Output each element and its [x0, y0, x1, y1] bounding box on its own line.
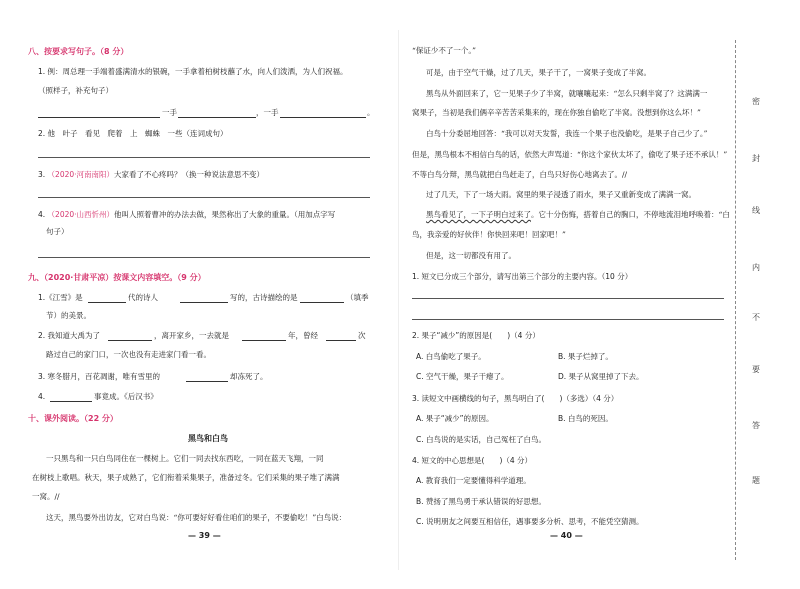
seal-char-5: 不 [752, 313, 760, 322]
q4-answer-line[interactable] [38, 257, 370, 258]
q1-blank-3[interactable] [280, 117, 366, 118]
f1-c: 写的，古诗描绘的是 [230, 293, 298, 302]
f1-d: （填季 [346, 293, 369, 302]
rq4-prompt: 4. 短文的中心思想是( )（4 分） [412, 456, 533, 465]
seal-char-7: 答 [752, 421, 760, 430]
story-cont-11: 但是，这一切都没有用了。 [426, 251, 516, 260]
f2-blank-1[interactable] [108, 340, 152, 341]
rq4-option-b[interactable]: B. 赞扬了黑鸟勇于承认错误的好思想。 [416, 497, 546, 506]
q4-text-a: 他叫人照着曹冲的办法去做， [114, 210, 212, 219]
f2-d: 次 [358, 331, 366, 340]
rq2-option-b[interactable]: B. 果子烂掉了。 [558, 352, 613, 361]
f1-blank-3[interactable] [300, 302, 344, 303]
page-number-right: — 40 — [550, 531, 583, 540]
f3-b: 却冻死了。 [230, 372, 268, 381]
f1-a: 1.《江雪》是 [38, 293, 83, 302]
story-cont-6: 但是，黑鸟根本不相信白鸟的话，依然大声骂道：“你这个家伙太坏了，偷吃了果子还不承认！” [412, 150, 728, 159]
page-divider [398, 30, 399, 570]
q4-prompt: 4. （2020·山西忻州）他叫人照着曹冲的办法去做，果然称出了大象的重量。（用加点字写 [38, 210, 336, 219]
rq3-prompt: 3. 读短文中画横线的句子，黑鸟明白了( )（多选）（4 分） [412, 394, 619, 403]
page-number-left: — 39 — [188, 531, 221, 540]
f3-blank[interactable] [186, 381, 228, 382]
f2-blank-3[interactable] [326, 340, 356, 341]
q1-blank-2[interactable] [178, 117, 256, 118]
rq2-option-d[interactable]: D. 果子从窝里掉了下去。 [558, 372, 644, 381]
f2-b: ，离开家乡，一去就是 [154, 331, 229, 340]
story-cont-5: 白鸟十分委屈地回答：“我可以对天发誓，我连一个果子也没偷吃，是果子自己少了。” [426, 129, 708, 138]
rq3-option-b[interactable]: B. 白鸟的死因。 [558, 414, 613, 423]
seal-char-6: 要 [752, 365, 760, 374]
q4-dotted-word: 果然称出了大象的重量 [211, 210, 287, 219]
q4-text-d: 句子） [46, 227, 69, 236]
q1-blank-1[interactable] [38, 117, 160, 118]
seal-char-3: 线 [752, 206, 760, 215]
story-line-2: 在树枝上歌唱。秋天，果子成熟了，它们衔着采集果子，准备过冬。它们采集的果子堆了满满 [32, 473, 340, 482]
rq1-answer-line-2[interactable] [412, 319, 724, 320]
rq2-option-a[interactable]: A. 白鸟偷吃了果子。 [416, 352, 486, 361]
section-10-title: 十、课外阅读。（22 分） [28, 414, 118, 423]
rq3-option-a[interactable]: A. 果子“减少”的原因。 [416, 414, 494, 423]
section-9-title [28, 272, 206, 283]
q3-answer-line[interactable] [38, 197, 370, 198]
rq2-option-c[interactable]: C. 空气干燥，果子干瘪了。 [416, 372, 509, 381]
q4-text-c: 。（用加点字写 [286, 210, 336, 219]
f2-e: 路过自己的家门口，一次也没有走进家门看一看。 [46, 350, 211, 359]
q3-source-tag: （2020·河南南阳） [47, 170, 115, 179]
section-9-heading: 按课文内容填空。（9 分） [113, 273, 206, 282]
q2-answer-line[interactable] [38, 157, 370, 158]
q1-example: 1. 例：周总理一手端着盛满清水的银碗，一手拿着柏树枝蘸了水，向人们泼洒，为人们祝福。 [38, 67, 348, 76]
q2-prompt: 2. 他 叶子 看见 爬着 上 蜘蛛 一些（连词成句） [38, 129, 228, 138]
seal-line [735, 40, 736, 560]
seal-char-4: 内 [752, 263, 760, 272]
f4-text: 事竟成。《后汉书》 [94, 392, 158, 401]
f1-blank-1[interactable] [88, 302, 126, 303]
story-cont-4: 窝果子，当初是我们俩辛辛苦苦采集来的，现在你独自偷吃了半窝。没想到你这么坏！” [412, 108, 701, 117]
section-9-tag: 九、（2020·甘肃平凉） [28, 273, 114, 282]
rq1-prompt: 1. 短文已分成三个部分，请写出第三个部分的主要内容。（10 分） [412, 272, 633, 281]
q1-instruction: （照样子，补充句子） [38, 86, 113, 95]
story-cont-9 [426, 210, 730, 220]
seal-char-2: 封 [752, 154, 760, 163]
rq4-option-a[interactable]: A. 教育我们一定要懂得科学道理。 [416, 476, 531, 485]
story-cont-9b: 。它十分伤悔，搭着自己的胸口，不停地流泪地呼唤着：“白 [531, 210, 730, 219]
section-8-title: 八、按要求写句子。（8 分） [28, 47, 129, 56]
rq2-prompt: 2. 果子“减少”的原因是( )（4 分） [412, 331, 540, 340]
story-cont-10: 鸟，我亲爱的好伙伴！你快回来吧！回家吧！” [412, 230, 566, 239]
story-cont-7: 不等白鸟分辩，黑鸟就把白鸟赶走了，白鸟只好伤心地离去了。// [412, 170, 628, 179]
q1-text-a: 一手 [162, 108, 177, 117]
f2-c: 年，曾经 [288, 331, 318, 340]
q3-prompt: 3. （2020·河南南阳）大家看了不心疼吗？（换一种说法意思不变） [38, 170, 265, 179]
seal-char-8: 题 [752, 476, 760, 485]
underlined-sentence: 黑鸟看见了，一下子明白过来了 [426, 210, 531, 219]
story-line-1: 一只黑鸟和一只白鸟同住在一棵树上。它们一同去找东西吃，一同在蓝天飞翔，一同 [46, 454, 324, 463]
story-line-3: 一窝。// [32, 492, 60, 501]
story-cont-1: “保证少不了一个。” [412, 46, 476, 55]
q4-source-tag: （2020·山西忻州） [47, 210, 115, 219]
story-title: 黑鸟和白鸟 [188, 433, 228, 443]
f1-b: 代的诗人 [128, 293, 158, 302]
q3-text: 大家看了不心疼吗？（换一种说法意思不变） [114, 170, 265, 179]
story-cont-2: 可是，由于空气干燥，过了几天，果子干了，一窝果子变成了半窝。 [426, 68, 651, 77]
rq1-answer-line-1[interactable] [412, 298, 724, 299]
q1-text-b: ，一手 [256, 108, 279, 117]
f3-a: 3. 寒冬腊月，百花凋谢，唯有雪里的 [38, 372, 161, 381]
story-cont-3: 黑鸟从外面回来了，它一见果子少了半窝，就嚷嚷起来：“怎么只剩半窝了？这满满一 [426, 89, 708, 98]
f2-a: 2. 我知道大禹为了 [38, 331, 101, 340]
seal-char-1: 密 [752, 97, 760, 106]
f2-blank-2[interactable] [242, 340, 286, 341]
f1-e: 节）的美景。 [46, 311, 91, 320]
f1-blank-2[interactable] [180, 302, 228, 303]
rq4-option-c[interactable]: C. 说明朋友之间要互相信任，遇事要多分析、思考，不能凭空猜测。 [416, 517, 644, 526]
story-line-4: 这天，黑鸟要外出访友，它对白鸟说：“你可要好好看住咱们的果子，不要偷吃！”白鸟说： [46, 513, 347, 522]
q1-text-c: 。 [367, 108, 375, 117]
f4-number: 4. [38, 392, 46, 401]
f4-blank[interactable] [50, 401, 92, 402]
story-cont-8: 过了几天，下了一场大雨。窝里的果子浸透了雨水，果子又重新变成了满满一窝。 [426, 190, 696, 199]
rq3-option-c[interactable]: C. 白鸟说的是实话，自己冤枉了白鸟。 [416, 435, 547, 444]
